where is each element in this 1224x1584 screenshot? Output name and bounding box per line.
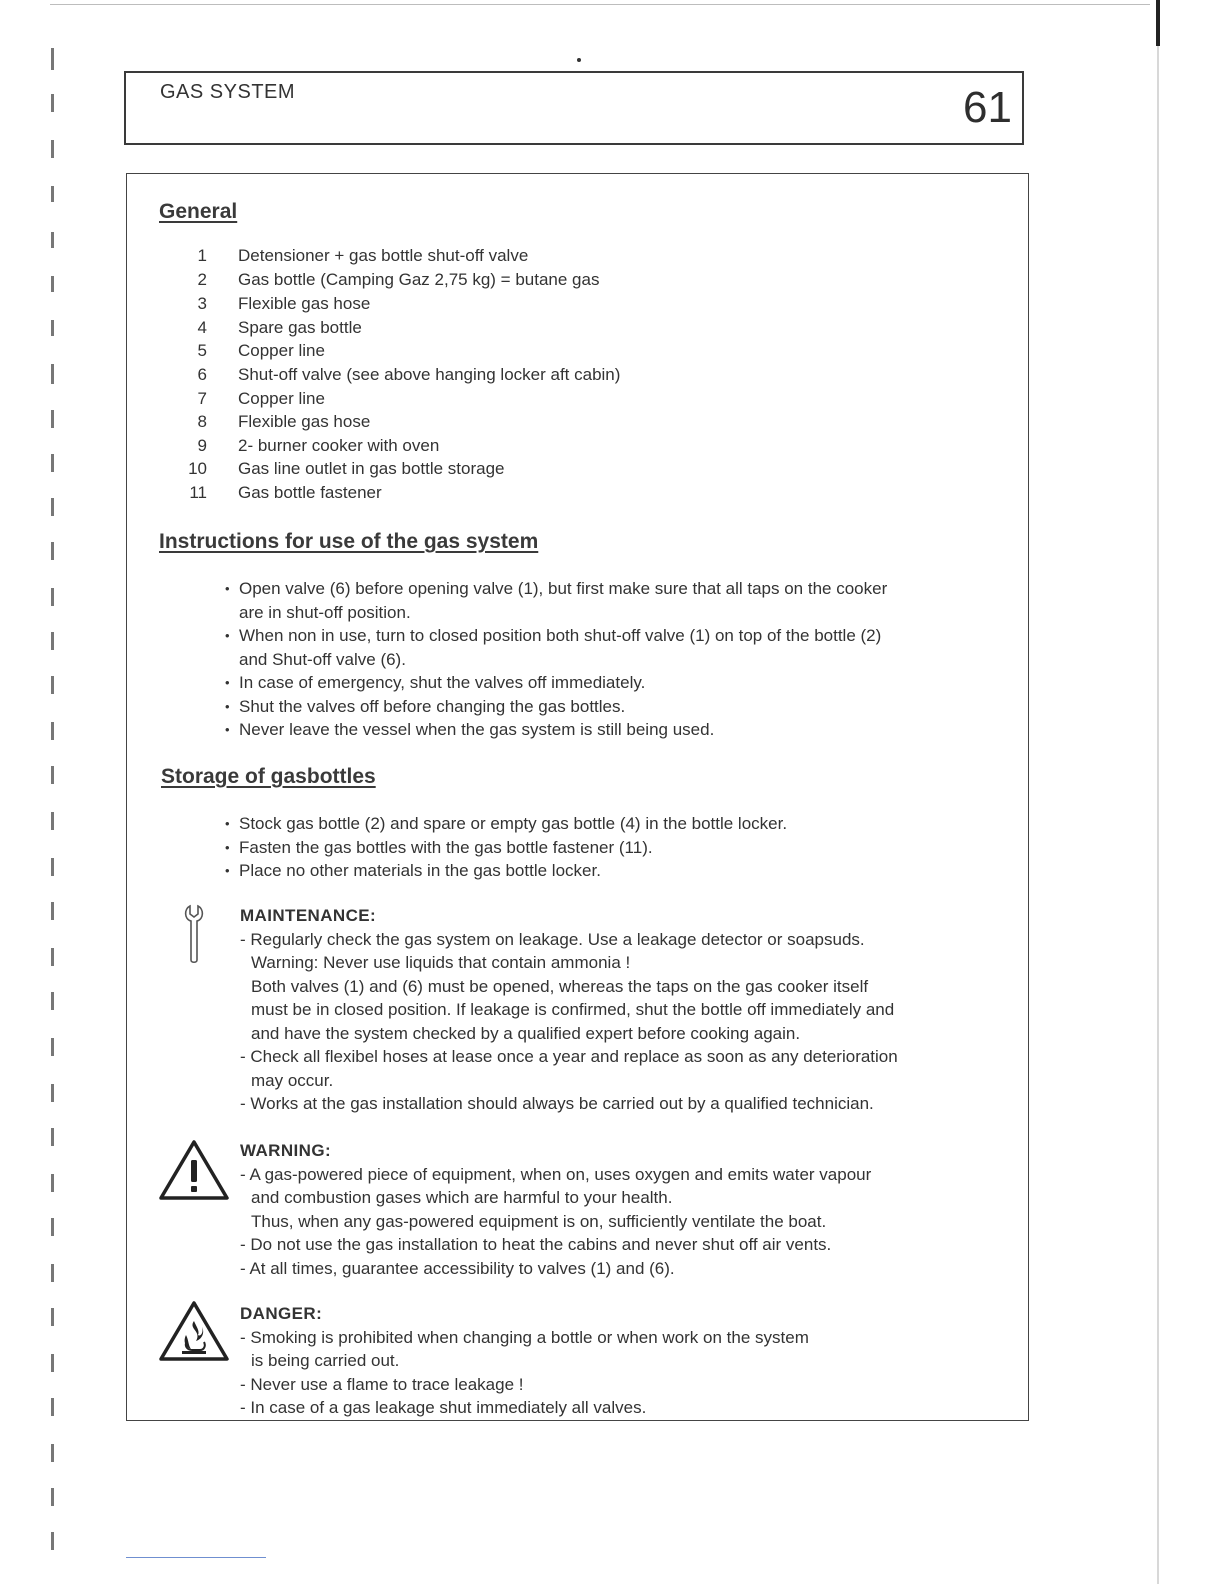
list-item-number: 5 xyxy=(197,341,207,360)
notice-line: - Never use a flame to trace leakage ! xyxy=(240,1374,524,1394)
list-item xyxy=(225,624,985,671)
scan-dot xyxy=(577,58,581,62)
bullet-line: • Never leave the vessel when the gas system is still being used. xyxy=(239,720,715,739)
scan-bottom-line xyxy=(126,1557,266,1558)
warning-triangle-icon xyxy=(158,1138,230,1202)
content-frame xyxy=(126,173,1029,1421)
instructions-heading: Instructions for use of the gas system xyxy=(159,530,539,553)
list-item-number: 1 xyxy=(197,246,207,265)
danger-notice xyxy=(240,1302,1000,1420)
notice-line: - A gas-powered piece of equipment, when on, uses oxygen and emits water vapour xyxy=(240,1164,872,1184)
list-item-text: Copper line xyxy=(238,389,325,408)
list-item-text: Spare gas bottle xyxy=(238,318,362,337)
notice-line: - Regularly check the gas system on leakage. Use a leakage detector or soapsuds. xyxy=(240,929,865,949)
list-item xyxy=(225,718,985,742)
storage-heading: Storage of gasbottles xyxy=(161,765,376,788)
page-number: 61 xyxy=(963,83,1012,132)
bullet-line: are in shut-off position. xyxy=(239,602,411,622)
notice-line: Warning: Never use liquids that contain ammonia ! xyxy=(251,953,631,972)
list-item xyxy=(225,577,985,624)
general-heading: General xyxy=(159,200,238,223)
scan-right-edge xyxy=(1157,0,1159,1584)
list-item-text: Gas bottle fastener xyxy=(238,483,382,502)
list-item-number: 2 xyxy=(197,270,207,289)
bullet-line: • In case of emergency, shut the valves off immediately. xyxy=(239,673,646,692)
maintenance-title: MAINTENANCE: xyxy=(240,906,377,925)
page-header xyxy=(124,71,1024,145)
list-item-text: Shut-off valve (see above hanging locker aft cabin) xyxy=(238,365,621,384)
list-item-number: 4 xyxy=(197,318,207,337)
flammable-warning-icon xyxy=(158,1299,230,1363)
list-item-number: 6 xyxy=(197,365,207,384)
notice-line: Thus, when any gas-powered equipment is on, sufficiently ventilate the boat. xyxy=(251,1211,827,1231)
section-title: GAS SYSTEM xyxy=(160,81,296,103)
scan-top-rule xyxy=(50,4,1150,5)
maintenance-notice xyxy=(240,904,1000,1116)
list-item-text: Flexible gas hose xyxy=(238,412,371,431)
binding-margin-marks xyxy=(48,40,68,1560)
list-item-number: 10 xyxy=(188,459,207,478)
warning-title: WARNING: xyxy=(240,1141,332,1160)
list-item-text: Flexible gas hose xyxy=(238,294,371,313)
list-item xyxy=(225,836,985,860)
notice-line: - At all times, guarantee accessibility to valves (1) and (6). xyxy=(240,1258,675,1278)
notice-line: may occur. xyxy=(251,1070,334,1090)
bullet-line: • Stock gas bottle (2) and spare or empty gas bottle (4) in the bottle locker. xyxy=(239,814,788,833)
notice-line: - Check all flexibel hoses at lease once a year and replace as soon as any deterioration xyxy=(240,1047,898,1066)
list-item-text: Gas line outlet in gas bottle storage xyxy=(238,459,505,478)
instructions-list xyxy=(225,577,985,742)
danger-title: DANGER: xyxy=(240,1304,323,1323)
notice-line: - Smoking is prohibited when changing a bottle or when work on the system xyxy=(240,1327,809,1347)
list-item-text: Copper line xyxy=(238,341,325,360)
bullet-line: • When non in use, turn to closed position both shut-off valve (1) on top of the bottle (2) xyxy=(239,626,882,645)
bullet-line: • Open valve (6) before opening valve (1), but first make sure that all taps on the cooker xyxy=(239,579,888,598)
list-item xyxy=(225,695,985,719)
bullet-line: • Shut the valves off before changing the gas bottles. xyxy=(239,696,626,716)
list-item xyxy=(225,671,985,695)
bullet-line: • Place no other materials in the gas bottle locker. xyxy=(239,861,601,880)
warning-notice xyxy=(240,1139,1000,1280)
list-item-number: 9 xyxy=(197,436,207,455)
notice-line: - Do not use the gas installation to heat the cabins and never shut off air vents. xyxy=(240,1235,832,1254)
notice-line: and combustion gases which are harmful to your health. xyxy=(251,1188,673,1207)
list-item-number: 8 xyxy=(197,412,207,431)
list-item-number: 7 xyxy=(197,389,207,408)
notice-line: Both valves (1) and (6) must be opened, whereas the taps on the gas cooker itself xyxy=(251,976,869,996)
list-item xyxy=(225,812,985,836)
list-item-text: 2- burner cooker with oven xyxy=(238,436,440,455)
storage-list xyxy=(225,812,985,883)
list-item-text: Detensioner + gas bottle shut-off valve xyxy=(238,246,529,265)
notice-line: - In case of a gas leakage shut immediately all valves. xyxy=(240,1398,647,1417)
list-item-number: 11 xyxy=(189,483,207,502)
bullet-line: and Shut-off valve (6). xyxy=(239,649,406,669)
wrench-icon xyxy=(181,902,211,964)
list-item-number: 3 xyxy=(197,294,207,313)
list-item-text: Gas bottle (Camping Gaz 2,75 kg) = butane gas xyxy=(238,270,600,289)
notice-line: - Works at the gas installation should always be carried out by a qualified technician. xyxy=(240,1094,874,1113)
scan-right-edge-mark xyxy=(1156,0,1160,46)
notice-line: must be in closed position. If leakage is confirmed, shut the bottle off immediately and xyxy=(251,1000,895,1019)
bullet-line: • Fasten the gas bottles with the gas bottle fastener (11). xyxy=(239,837,653,857)
list-item xyxy=(225,859,985,883)
notice-line: and have the system checked by a qualified expert before cooking again. xyxy=(251,1023,801,1043)
notice-line: is being carried out. xyxy=(251,1351,400,1370)
